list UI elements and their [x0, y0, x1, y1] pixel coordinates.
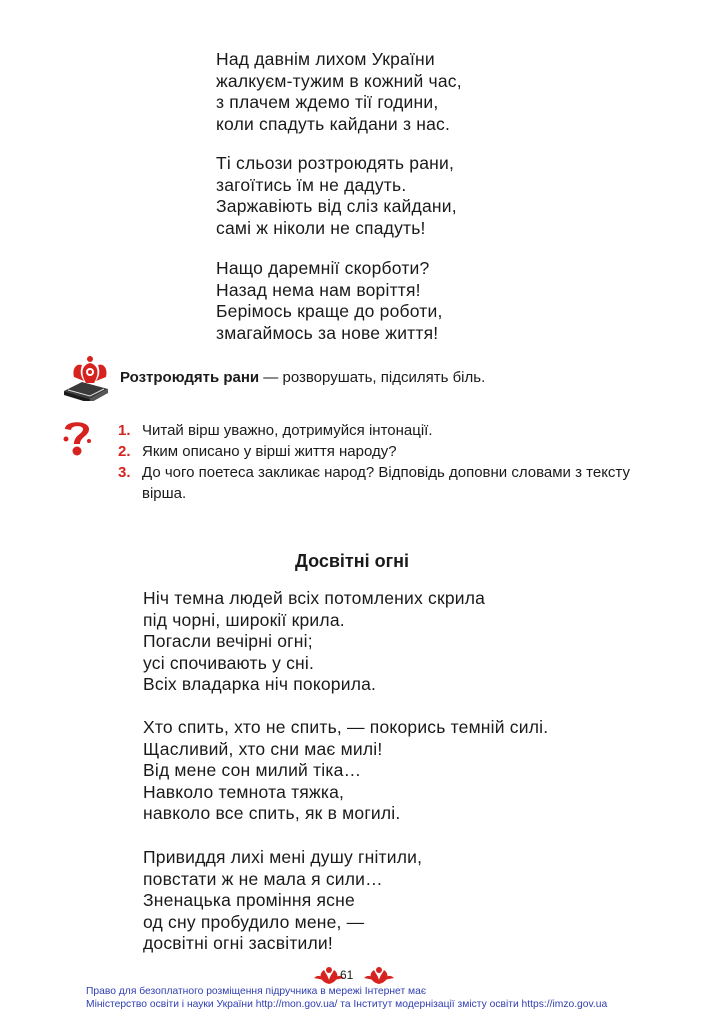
glossary-note [120, 369, 485, 386]
poem-line: Назад нема нам воріття! [216, 279, 421, 300]
poem-line: Над давнім лихом України [216, 49, 435, 69]
poem1-stanza-1 [216, 49, 462, 135]
footer-line-1: Право для безоплатного розміщення підручника в мережі Інтернет має [86, 986, 427, 997]
poem-line: Привиддя лихі мені душу гнітили, [143, 847, 423, 867]
question-number: 2. [118, 443, 131, 460]
question-text: До чого поетеса закликає народ? Відповідь доповни словами з тексту вірша. [142, 464, 630, 502]
poem2-stanza-3 [143, 847, 422, 955]
poem1-stanza-3 [216, 258, 443, 344]
poem-line: змагаймось за нове життя! [216, 322, 439, 343]
questions-list [118, 420, 658, 504]
question-item [118, 462, 658, 504]
poem-line: досвітні огні засвітили! [143, 933, 333, 953]
poem-line: самі ж ніколи не спадуть! [216, 217, 426, 238]
footer-line-2: Міністерство освіти і науки України http://mon.gov.ua/ та Інститут модернізації змісту освіти https://imzo.gov.ua [86, 999, 608, 1010]
poem-line: Ті сльози розтроюдять рани, [216, 153, 455, 173]
poem-line: Хто спить, хто не спить, — покорись темній силі. [143, 717, 549, 737]
question-number: 3. [118, 464, 131, 481]
poem-line: загоїтись їм не дадуть. [216, 174, 407, 195]
poem-line: під чорні, широкії крила. [143, 609, 345, 630]
poem-line: Погасли вечірні огні; [143, 631, 313, 651]
question-item [118, 420, 658, 441]
poem-line: жалкуєм-тужим в кожний час, [216, 70, 462, 91]
question-item [118, 441, 658, 462]
gloss-definition: розворушать, підсилять біль. [282, 369, 486, 386]
poem-line: Берімось краще до роботи, [216, 301, 443, 321]
gloss-dash: — [259, 369, 283, 386]
gloss-term: Розтроюдять рани [120, 369, 260, 386]
poem2-stanza-2 [143, 717, 548, 825]
poem-line: Ніч темна людей всіх потомлених скрила [143, 588, 486, 608]
question-text: Яким описано у вірші життя народу? [142, 443, 397, 460]
license-footer [86, 985, 607, 1011]
poem-line: Всіх владарка ніч покорила. [143, 674, 377, 694]
poem-line: усі спочивають у сні. [143, 652, 315, 673]
question-number: 1. [118, 422, 131, 439]
poem-line: з плачем ждемо тії години, [216, 92, 439, 112]
poem-line: навколо все спить, як в могилі. [143, 803, 401, 823]
poem-line: Навколо темнота тяжка, [143, 781, 345, 802]
poem-title: Досвітні огні [295, 551, 409, 571]
poem-line: повстати ж не мала я сили… [143, 868, 383, 889]
poem-line: Нащо даремнії скорботи? [216, 258, 430, 278]
poem-line: Зненацька проміння ясне [143, 890, 355, 910]
poem-line: Від мене сон милий тіка… [143, 760, 362, 780]
poem2-stanza-1 [143, 588, 485, 696]
poem-line: коли спадуть кайдани з нас. [216, 113, 451, 134]
question-mark-icon [60, 417, 94, 457]
poem-line: од сну пробудило мене, — [143, 911, 365, 932]
poem-line: Заржавіють від сліз кайдани, [216, 196, 457, 216]
page-number: 61 [340, 968, 354, 982]
question-text: Читай вірш уважно, дотримуйся інтонації. [142, 422, 433, 439]
floral-ornament-icon [362, 964, 396, 986]
book-flower-icon [60, 355, 112, 401]
poem-line: Щасливий, хто сни має милі! [143, 738, 383, 759]
poem1-stanza-2 [216, 153, 457, 239]
